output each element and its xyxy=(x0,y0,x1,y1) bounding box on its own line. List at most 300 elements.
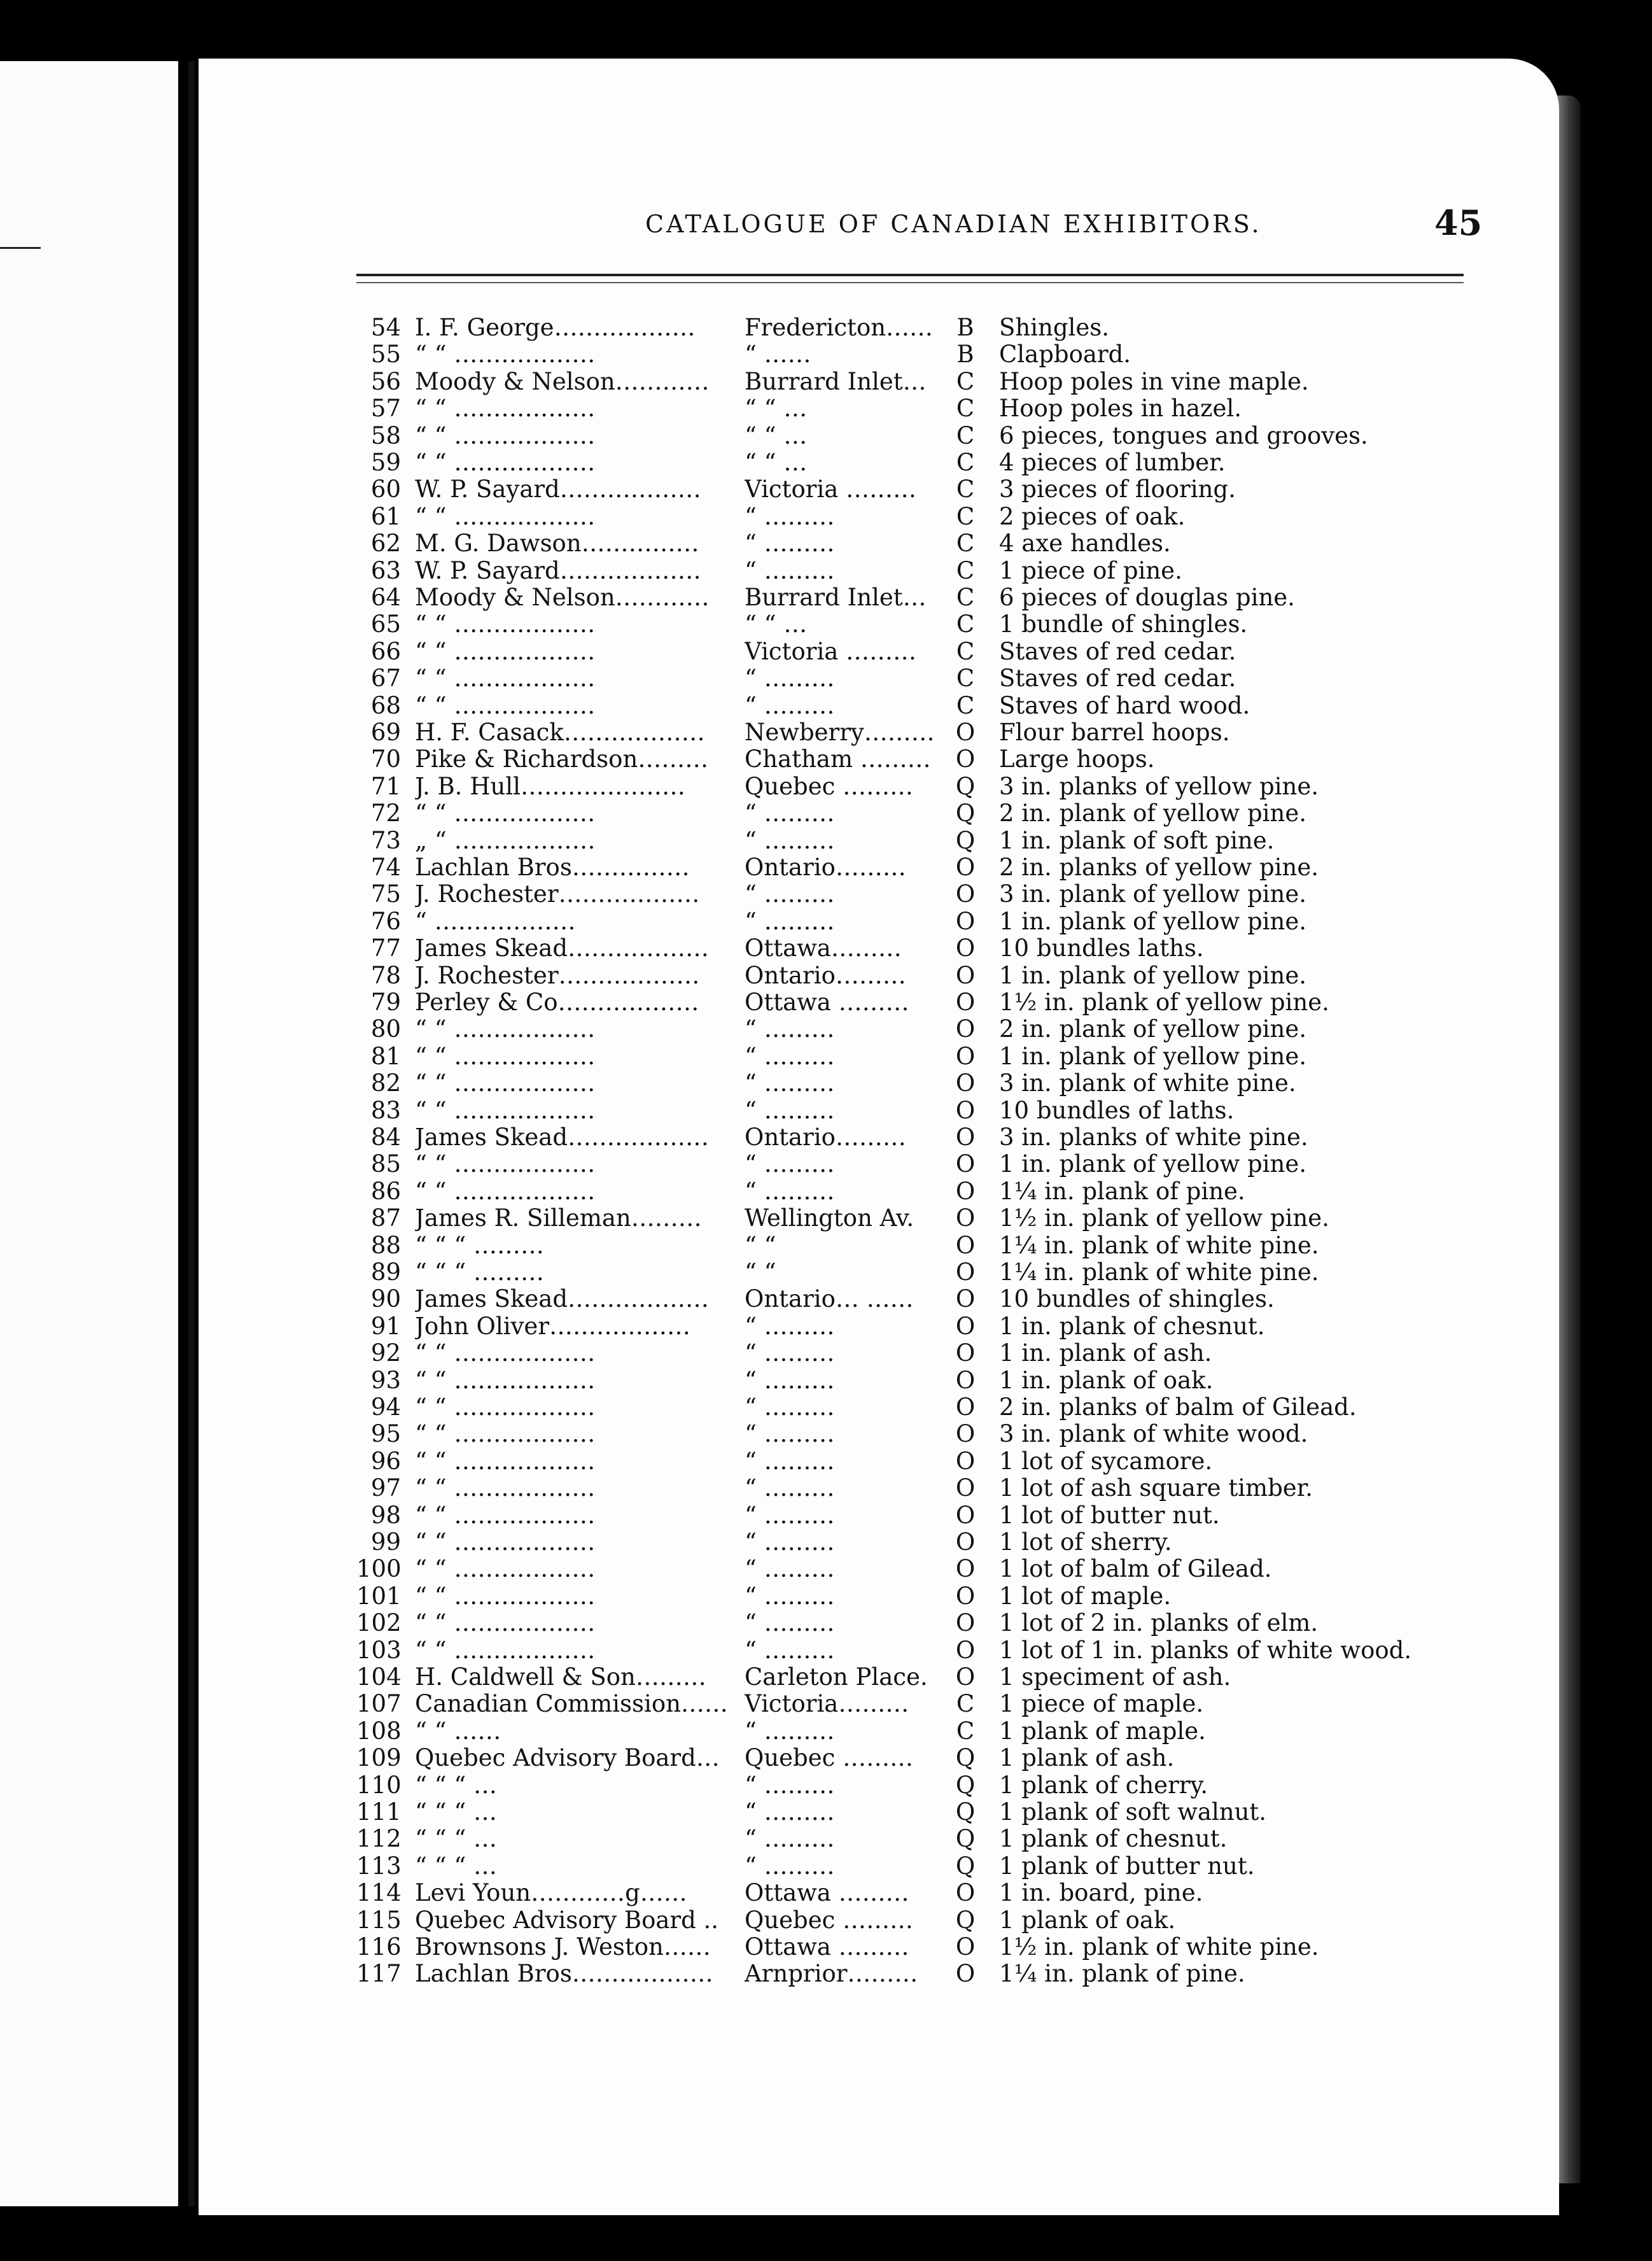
exhibitor-entry xyxy=(0,1421,1652,1447)
province-code: O xyxy=(955,745,976,773)
exhibit-description: 1 lot of sycamore. xyxy=(999,1447,1213,1475)
exhibitor-location: Newberry……… xyxy=(745,719,935,746)
exhibit-description: Shingles. xyxy=(999,314,1110,341)
exhibitor-entry xyxy=(0,1475,1652,1502)
exhibitor-entry xyxy=(0,1097,1652,1124)
exhibitor-location: Carleton Place. xyxy=(745,1664,928,1691)
exhibitor-name: “ “ ……………… xyxy=(415,395,596,423)
exhibitor-location: Chatham ……… xyxy=(745,746,931,773)
exhibitor-entry xyxy=(0,746,1652,773)
exhibitor-entry xyxy=(0,1907,1652,1934)
exhibit-description: 3 in. planks of yellow pine. xyxy=(999,772,1319,800)
exhibitor-location: Ottawa ……… xyxy=(745,1934,909,1961)
exhibitor-name: “ “ ……………… xyxy=(415,611,596,638)
exhibitor-location: “ ……… xyxy=(745,530,835,558)
exhibitor-entry xyxy=(0,800,1652,827)
entry-number: 85 xyxy=(370,1150,401,1178)
exhibitor-entry xyxy=(0,1259,1652,1286)
entry-number: 81 xyxy=(370,1042,401,1070)
entry-number: 84 xyxy=(370,1123,401,1151)
exhibitor-entry xyxy=(0,989,1652,1016)
exhibit-description: 1 plank of ash. xyxy=(999,1744,1175,1772)
province-code: Q xyxy=(955,1744,976,1772)
exhibitor-location: Wellington Av. xyxy=(745,1205,914,1232)
exhibitor-location: “ ……… xyxy=(745,1367,835,1394)
exhibitor-location: “ “ … xyxy=(745,395,808,423)
exhibit-description: 1 in. plank of ash. xyxy=(999,1339,1212,1367)
province-code: O xyxy=(955,1204,976,1232)
exhibitor-name: Quebec Advisory Board .. xyxy=(415,1906,719,1934)
exhibit-description: 1 in. plank of yellow pine. xyxy=(999,961,1306,989)
exhibit-description: 1 lot of maple. xyxy=(999,1582,1172,1610)
exhibit-description: Staves of red cedar. xyxy=(999,665,1236,693)
entry-number: 111 xyxy=(356,1798,402,1826)
exhibit-description: Staves of red cedar. xyxy=(999,637,1236,665)
province-code: Q xyxy=(955,1771,976,1799)
exhibitor-name: J. B. Hull………………… xyxy=(415,773,685,800)
exhibit-description: 10 bundles of laths. xyxy=(999,1096,1235,1124)
exhibitor-entry xyxy=(0,1583,1652,1610)
exhibitor-name: “ “ ……………… xyxy=(415,1610,596,1637)
exhibit-description: 1 lot of 2 in. planks of elm. xyxy=(999,1609,1319,1637)
entry-number: 92 xyxy=(370,1339,401,1367)
exhibit-description: 2 pieces of oak. xyxy=(999,502,1186,530)
province-code: O xyxy=(955,1636,976,1664)
exhibitor-location: Ottawa ……… xyxy=(745,989,909,1016)
entry-number: 108 xyxy=(356,1717,402,1745)
exhibitor-entry xyxy=(0,1286,1652,1313)
exhibitor-location: Ontario……… xyxy=(745,1124,906,1151)
exhibitor-location: Ottawa ……… xyxy=(745,1880,909,1907)
province-code: O xyxy=(955,1474,976,1502)
exhibitor-entry xyxy=(0,1880,1652,1906)
exhibitor-location: “ ……… xyxy=(745,908,835,935)
entry-number: 80 xyxy=(370,1015,401,1043)
exhibitor-location: “ ……… xyxy=(745,1717,835,1745)
exhibitor-location: Victoria ……… xyxy=(745,638,917,665)
province-code: Q xyxy=(955,1825,976,1853)
exhibitor-name: „ “ ……………… xyxy=(415,827,596,854)
entry-number: 77 xyxy=(370,934,401,962)
exhibitor-entry xyxy=(0,1070,1652,1097)
province-code: O xyxy=(955,934,976,962)
exhibitor-name: I. F. George……………… xyxy=(415,314,696,341)
entry-number: 89 xyxy=(370,1258,401,1286)
exhibitor-entry xyxy=(0,395,1652,422)
exhibitor-entry xyxy=(0,1313,1652,1340)
exhibitor-location: Burrard Inlet… xyxy=(745,584,927,611)
exhibitor-entry xyxy=(0,908,1652,935)
exhibitor-location: “ ……… xyxy=(745,1447,835,1475)
exhibitor-location: “ ……… xyxy=(745,665,835,693)
exhibitor-entry xyxy=(0,1691,1652,1717)
exhibitor-name: “ “ ……………… xyxy=(415,1529,596,1556)
exhibitor-entry xyxy=(0,693,1652,719)
exhibit-description: 1¼ in. plank of white pine. xyxy=(999,1258,1319,1286)
exhibitor-location: “ ……… xyxy=(745,1475,835,1502)
exhibitor-name: W. P. Sayard……………… xyxy=(415,476,701,504)
exhibit-description: 1¼ in. plank of pine. xyxy=(999,1177,1245,1205)
exhibitor-name: “ “ ……………… xyxy=(415,503,596,530)
exhibitor-entry xyxy=(0,369,1652,395)
exhibit-description: 6 pieces, tongues and grooves. xyxy=(999,421,1368,449)
entry-number: 58 xyxy=(370,421,401,449)
exhibitor-entry xyxy=(0,1178,1652,1205)
exhibit-description: 1½ in. plank of white pine. xyxy=(999,1933,1319,1961)
entry-number: 110 xyxy=(356,1771,402,1799)
exhibitor-name: James Skead……………… xyxy=(415,1286,710,1313)
province-code: C xyxy=(956,665,975,693)
entry-number: 101 xyxy=(356,1582,402,1610)
exhibitor-name: M. G. Dawson…………… xyxy=(415,530,699,558)
exhibitor-entry xyxy=(0,1448,1652,1475)
exhibitor-location: “ ……… xyxy=(745,1826,835,1853)
exhibitor-name: Perley & Co……………… xyxy=(415,989,699,1016)
exhibitor-entry xyxy=(0,1124,1652,1151)
entry-number: 78 xyxy=(370,961,401,989)
province-code: O xyxy=(955,1528,976,1556)
exhibit-description: Clapboard. xyxy=(999,341,1131,369)
exhibit-description: 4 pieces of lumber. xyxy=(999,449,1226,476)
exhibitor-entry xyxy=(0,1367,1652,1394)
province-code: O xyxy=(955,854,976,881)
exhibit-description: 1½ in. plank of yellow pine. xyxy=(999,989,1329,1016)
exhibitor-entry xyxy=(0,1151,1652,1178)
province-code: C xyxy=(956,367,975,395)
province-code: O xyxy=(955,1582,976,1610)
exhibit-description: 1 lot of butter nut. xyxy=(999,1501,1220,1529)
province-code: C xyxy=(956,1690,975,1718)
exhibitor-name: “ “ “ ……… xyxy=(415,1232,545,1259)
exhibitor-entry xyxy=(0,1718,1652,1745)
exhibitor-location: “ ……… xyxy=(745,1610,835,1637)
exhibit-description: 1 speciment of ash. xyxy=(999,1663,1231,1691)
exhibitor-location: “ ……… xyxy=(745,1556,835,1583)
province-code: Q xyxy=(955,1852,976,1880)
exhibit-description: 1 plank of oak. xyxy=(999,1906,1176,1934)
exhibitor-entry xyxy=(0,1340,1652,1367)
province-code: O xyxy=(955,961,976,989)
province-code: O xyxy=(955,989,976,1016)
entry-number: 82 xyxy=(370,1069,401,1097)
exhibitor-location: Ontario… …… xyxy=(745,1286,914,1313)
exhibitor-location: “ ……… xyxy=(745,1637,835,1664)
exhibitor-name: “ “ ……………… xyxy=(415,1367,596,1394)
exhibitor-name: Canadian Commission…… xyxy=(415,1691,728,1718)
exhibit-description: 1 piece of pine. xyxy=(999,556,1182,584)
exhibitor-name: Lachlan Bros……………… xyxy=(415,1961,713,1988)
entry-number: 66 xyxy=(370,637,401,665)
exhibitor-name: “ “ ……………… xyxy=(415,1043,596,1070)
entry-number: 116 xyxy=(356,1933,402,1961)
province-code: C xyxy=(956,395,975,423)
exhibitor-name: Moody & Nelson………… xyxy=(415,584,710,611)
exhibitor-name: “ “ ……………… xyxy=(415,800,596,828)
exhibitor-location: “ ……… xyxy=(745,1799,835,1826)
entry-number: 72 xyxy=(370,799,401,828)
exhibitor-location: Quebec ……… xyxy=(745,1745,914,1772)
exhibitor-entry xyxy=(0,1637,1652,1664)
exhibitor-location: Quebec ……… xyxy=(745,1906,914,1934)
exhibitor-location: “ “ … xyxy=(745,422,808,449)
exhibitor-entry xyxy=(0,962,1652,989)
entry-number: 103 xyxy=(356,1636,402,1664)
entry-number: 54 xyxy=(370,314,401,341)
entry-number: 107 xyxy=(356,1690,402,1718)
exhibitor-entry xyxy=(0,1826,1652,1852)
province-code: Q xyxy=(955,1906,976,1934)
entry-number: 73 xyxy=(370,826,401,854)
exhibit-description: 1 plank of maple. xyxy=(999,1717,1206,1745)
exhibitor-name: “ “ ……………… xyxy=(415,1582,596,1610)
exhibit-description: 1 bundle of shingles. xyxy=(999,610,1248,638)
exhibitor-entry xyxy=(0,1934,1652,1961)
exhibitor-name: “ “ ……………… xyxy=(415,1097,596,1124)
province-code: O xyxy=(955,1420,976,1448)
exhibitor-entry xyxy=(0,665,1652,692)
exhibitor-entry xyxy=(0,423,1652,449)
exhibitor-name: “ “ ……………… xyxy=(415,1637,596,1664)
entry-number: 59 xyxy=(370,449,401,476)
exhibitor-name: “ “ “ … xyxy=(415,1799,498,1826)
province-code: O xyxy=(955,1933,976,1961)
entry-number: 79 xyxy=(370,989,401,1016)
exhibitor-name: “ “ ……………… xyxy=(415,1070,596,1097)
exhibit-description: 2 in. planks of yellow pine. xyxy=(999,854,1319,881)
exhibit-description: 4 axe handles. xyxy=(999,530,1171,558)
exhibitor-location: “ ……… xyxy=(745,1394,835,1421)
exhibitor-location: “ ……… xyxy=(745,1340,835,1367)
exhibitor-name: “ ……………… xyxy=(415,908,576,935)
exhibit-description: 1 piece of maple. xyxy=(999,1690,1204,1718)
entry-number: 112 xyxy=(356,1825,402,1853)
province-code: C xyxy=(956,421,975,449)
province-code: Q xyxy=(955,799,976,828)
exhibitor-entry xyxy=(0,476,1652,503)
exhibitor-location: “ ……… xyxy=(745,557,835,584)
exhibitor-entry xyxy=(0,638,1652,665)
exhibit-description: 1 in. plank of soft pine. xyxy=(999,826,1275,854)
exhibitor-name: “ “ “ … xyxy=(415,1771,498,1799)
entry-number: 76 xyxy=(370,907,401,935)
header-rule xyxy=(356,274,1464,283)
entry-number: 97 xyxy=(370,1474,401,1502)
province-code: C xyxy=(956,475,975,504)
exhibitor-name: “ “ …… xyxy=(415,1717,501,1745)
province-code: O xyxy=(955,1177,976,1205)
province-code: Q xyxy=(955,772,976,800)
entry-number: 98 xyxy=(370,1501,401,1529)
exhibit-description: 6 pieces of douglas pine. xyxy=(999,584,1295,611)
exhibit-description: 10 bundles of shingles. xyxy=(999,1285,1275,1313)
exhibit-description: 1¼ in. plank of white pine. xyxy=(999,1231,1319,1259)
exhibit-description: 3 pieces of flooring. xyxy=(999,475,1236,504)
exhibitor-entry xyxy=(0,558,1652,584)
province-code: C xyxy=(956,556,975,584)
province-code: B xyxy=(956,341,974,369)
entry-number: 102 xyxy=(356,1609,402,1637)
exhibitor-name: James Skead……………… xyxy=(415,1124,710,1151)
exhibit-description: 1 in. plank of yellow pine. xyxy=(999,1150,1306,1178)
entry-number: 56 xyxy=(370,367,401,395)
exhibit-description: 3 in. planks of white pine. xyxy=(999,1123,1308,1151)
exhibitor-name: H. Caldwell & Son……… xyxy=(415,1664,706,1691)
exhibitor-entry xyxy=(0,1664,1652,1691)
entry-number: 60 xyxy=(370,475,401,504)
exhibitor-location: Victoria ……… xyxy=(745,476,917,504)
exhibitor-entry xyxy=(0,1043,1652,1070)
facing-page-rule xyxy=(0,247,41,249)
exhibitor-entry xyxy=(0,1853,1652,1880)
entry-number: 96 xyxy=(370,1447,401,1475)
entry-number: 83 xyxy=(370,1096,401,1124)
entry-number: 117 xyxy=(356,1960,402,1988)
exhibitor-entry xyxy=(0,854,1652,881)
province-code: C xyxy=(956,610,975,638)
province-code: O xyxy=(955,1096,976,1124)
entry-number: 91 xyxy=(370,1312,401,1340)
exhibitor-entry xyxy=(0,1232,1652,1259)
exhibitor-name: “ “ ……………… xyxy=(415,1016,596,1043)
exhibitor-name: “ “ ……………… xyxy=(415,1178,596,1205)
province-code: O xyxy=(955,1393,976,1421)
exhibitor-entry xyxy=(0,719,1652,746)
exhibitor-location: “ ……… xyxy=(745,827,835,854)
exhibitor-entry xyxy=(0,1556,1652,1582)
exhibitor-name: “ “ ……………… xyxy=(415,422,596,449)
exhibitor-location: Ontario……… xyxy=(745,854,906,881)
exhibitor-name: “ “ ……………… xyxy=(415,1556,596,1583)
entry-number: 115 xyxy=(356,1906,402,1934)
exhibitor-name: Levi Youn…………g…… xyxy=(415,1880,687,1907)
exhibitor-name: J. Rochester……………… xyxy=(415,962,700,989)
exhibit-description: Staves of hard wood. xyxy=(999,691,1250,719)
province-code: O xyxy=(955,880,976,908)
province-code: O xyxy=(955,1663,976,1691)
province-code: O xyxy=(955,1447,976,1475)
entry-number: 70 xyxy=(370,745,401,773)
province-code: O xyxy=(955,1609,976,1637)
province-code: O xyxy=(955,1312,976,1340)
exhibitor-name: “ “ ……………… xyxy=(415,341,596,369)
exhibitor-name: “ “ ……………… xyxy=(415,1502,596,1529)
entry-number: 69 xyxy=(370,719,401,746)
exhibitor-name: James R. Silleman……… xyxy=(415,1205,702,1232)
entry-number: 88 xyxy=(370,1231,401,1259)
entry-number: 99 xyxy=(370,1528,401,1556)
exhibit-description: 3 in. plank of yellow pine. xyxy=(999,880,1306,908)
entry-number: 95 xyxy=(370,1420,401,1448)
entry-number: 75 xyxy=(370,880,401,908)
entry-number: 113 xyxy=(356,1852,402,1880)
exhibitor-entry xyxy=(0,1016,1652,1043)
exhibit-description: 1 lot of 1 in. planks of white wood. xyxy=(999,1636,1412,1664)
exhibitor-location: “ ……… xyxy=(745,1529,835,1556)
exhibitor-location: “ ……… xyxy=(745,1097,835,1124)
exhibitor-location: “ “ xyxy=(745,1232,776,1259)
entry-number: 86 xyxy=(370,1177,401,1205)
province-code: O xyxy=(955,1015,976,1043)
entry-number: 87 xyxy=(370,1204,401,1232)
province-code: O xyxy=(955,1501,976,1529)
exhibitor-location: “ ……… xyxy=(745,1043,835,1070)
province-code: O xyxy=(955,1258,976,1286)
exhibitor-name: “ “ “ ……… xyxy=(415,1259,545,1286)
exhibitor-entry xyxy=(0,611,1652,638)
exhibit-description: 1 in. plank of oak. xyxy=(999,1366,1214,1394)
exhibitor-location: “ ……… xyxy=(745,1852,835,1880)
exhibitor-name: “ “ ……………… xyxy=(415,1447,596,1475)
exhibitor-location: “ ……… xyxy=(745,1771,835,1799)
entry-number: 104 xyxy=(356,1663,402,1691)
entry-number: 65 xyxy=(370,610,401,638)
entry-number: 62 xyxy=(370,530,401,558)
exhibitor-location: “ “ xyxy=(745,1259,776,1286)
province-code: C xyxy=(956,1717,975,1745)
exhibitor-location: Fredericton…… xyxy=(745,314,934,341)
entry-number: 90 xyxy=(370,1285,401,1313)
entry-number: 57 xyxy=(370,395,401,423)
page-header-title: CATALOGUE OF CANADIAN EXHIBITORS. xyxy=(645,210,1262,238)
exhibit-description: 2 in. plank of yellow pine. xyxy=(999,799,1306,828)
province-code: O xyxy=(955,1123,976,1151)
entry-number: 114 xyxy=(356,1879,402,1907)
exhibit-description: Flour barrel hoops. xyxy=(999,719,1230,746)
exhibitor-entry xyxy=(0,1529,1652,1556)
province-code: C xyxy=(956,584,975,611)
exhibitor-name: Lachlan Bros…………… xyxy=(415,854,690,881)
exhibit-description: 2 in. planks of balm of Gilead. xyxy=(999,1393,1357,1421)
province-code: O xyxy=(955,1285,976,1313)
exhibitor-location: “ ……… xyxy=(745,1313,835,1340)
exhibitor-entry xyxy=(0,584,1652,611)
exhibitor-name: “ “ ……………… xyxy=(415,638,596,665)
exhibitor-name: “ “ ……………… xyxy=(415,1475,596,1502)
province-code: O xyxy=(955,1555,976,1583)
exhibitor-entry xyxy=(0,773,1652,800)
exhibitor-entry xyxy=(0,828,1652,854)
entry-number: 94 xyxy=(370,1393,401,1421)
exhibitor-name: “ “ ……………… xyxy=(415,665,596,693)
entry-number: 55 xyxy=(370,341,401,369)
exhibitor-name: “ “ “ … xyxy=(415,1852,498,1880)
entry-number: 68 xyxy=(370,691,401,719)
exhibitor-name: “ “ ……………… xyxy=(415,449,596,476)
exhibitor-name: J. Rochester……………… xyxy=(415,881,700,908)
exhibitor-location: “ ……… xyxy=(745,881,835,908)
province-code: C xyxy=(956,502,975,530)
entry-number: 100 xyxy=(356,1555,402,1583)
province-code: O xyxy=(955,719,976,746)
exhibitor-location: Ottawa……… xyxy=(745,935,902,962)
entry-number: 71 xyxy=(370,772,401,800)
province-code: O xyxy=(955,1879,976,1907)
exhibitor-entry xyxy=(0,935,1652,962)
province-code: Q xyxy=(955,1798,976,1826)
exhibit-description: Hoop poles in hazel. xyxy=(999,395,1242,423)
page-number: 45 xyxy=(1434,202,1483,243)
exhibitor-location: Victoria……… xyxy=(745,1691,909,1718)
exhibitor-name: W. P. Sayard……………… xyxy=(415,557,701,584)
province-code: C xyxy=(956,530,975,558)
province-code: Q xyxy=(955,826,976,854)
exhibit-description: 1 in. plank of yellow pine. xyxy=(999,1042,1306,1070)
exhibitor-location: Burrard Inlet… xyxy=(745,368,927,395)
province-code: C xyxy=(956,637,975,665)
entry-number: 74 xyxy=(370,854,401,881)
exhibit-description: 1½ in. plank of yellow pine. xyxy=(999,1204,1329,1232)
exhibit-description: 1 in. plank of chesnut. xyxy=(999,1312,1265,1340)
